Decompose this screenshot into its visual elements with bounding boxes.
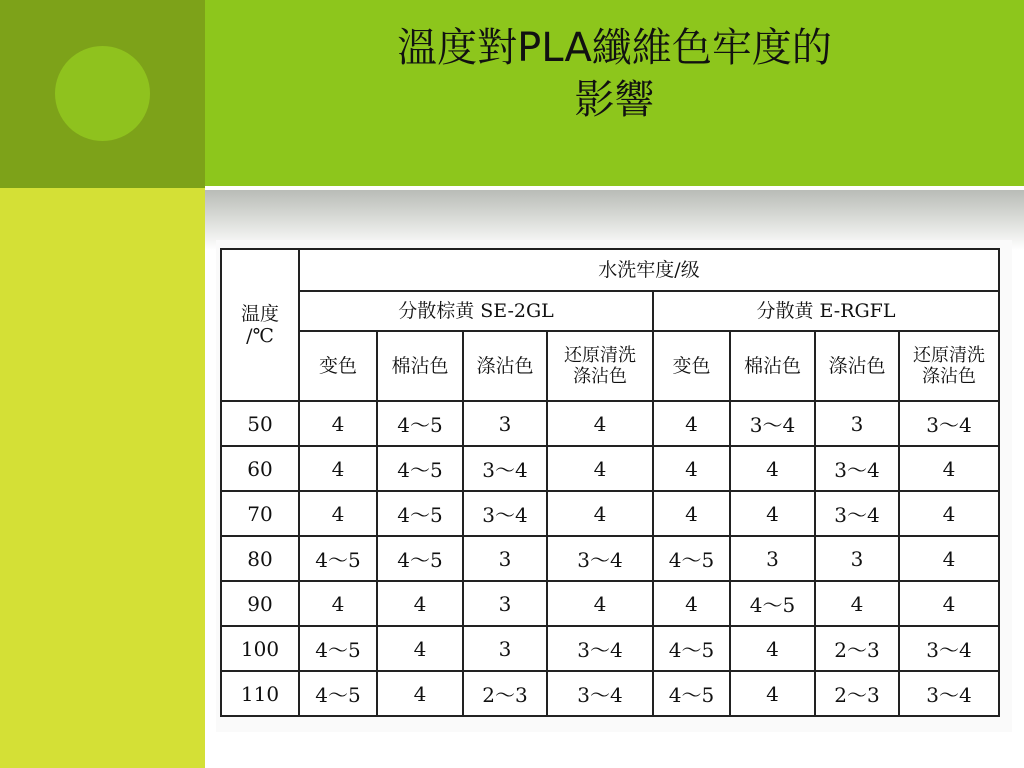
fastness-grade-cell: 4 — [730, 491, 815, 536]
fastness-grade-cell: 3～4 — [547, 536, 653, 581]
temperature-header-line-1: 温度 — [240, 303, 279, 325]
fastness-grade-cell: 4～5 — [377, 401, 463, 446]
fastness-grade-cell: 3 — [463, 581, 547, 626]
temperature-header-line-2: /℃ — [246, 325, 274, 347]
column-header-line: 涤沾色 — [573, 366, 627, 387]
column-header-line: 还原清洗 — [913, 345, 985, 366]
slide-title-line-1: 溫度對PLA纖維色牢度的 — [397, 25, 832, 71]
fastness-grade-cell: 4 — [815, 581, 899, 626]
slide-title — [205, 22, 1024, 126]
fastness-grade-cell: 3～4 — [463, 491, 547, 536]
fastness-grade-cell: 4 — [730, 626, 815, 671]
column-header — [653, 331, 730, 401]
fastness-grade-cell: 4 — [547, 491, 653, 536]
fastness-grade-cell: 4 — [653, 401, 730, 446]
fastness-grade-cell: 3～4 — [547, 626, 653, 671]
fastness-grade-cell: 4 — [547, 581, 653, 626]
table-row — [221, 671, 999, 716]
table-row — [221, 491, 999, 536]
dye-group-header-2: 分散黄 E-RGFL — [653, 291, 999, 331]
temperature-cell: 70 — [221, 491, 299, 536]
table-row — [221, 536, 999, 581]
table-row — [221, 401, 999, 446]
fastness-grade-cell: 3～4 — [899, 401, 999, 446]
fastness-grade-cell: 4～5 — [377, 536, 463, 581]
fastness-grade-cell: 3～4 — [815, 446, 899, 491]
column-header — [463, 331, 547, 401]
fastness-grade-cell: 4～5 — [377, 491, 463, 536]
fastness-grade-cell: 4～5 — [299, 671, 377, 716]
dye-group-header-1: 分散棕黄 SE-2GL — [299, 291, 653, 331]
fastness-grade-cell: 4 — [547, 401, 653, 446]
temperature-cell: 50 — [221, 401, 299, 446]
column-header-line: 还原清洗 — [564, 345, 636, 366]
fastness-grade-cell: 3 — [463, 401, 547, 446]
column-header — [730, 331, 815, 401]
fastness-grade-cell: 4 — [899, 536, 999, 581]
fastness-grade-cell: 2～3 — [463, 671, 547, 716]
fastness-grade-cell: 4～5 — [653, 536, 730, 581]
column-header-line: 涤沾色 — [476, 355, 534, 377]
wash-fastness-table — [220, 248, 1000, 717]
slide-title-line-2: 影響 — [574, 77, 655, 123]
fastness-grade-cell: 4 — [299, 581, 377, 626]
sidebar-top-block — [0, 0, 205, 188]
fastness-grade-cell: 4 — [653, 446, 730, 491]
fastness-grade-cell: 4 — [377, 626, 463, 671]
fastness-grade-cell: 2～3 — [815, 671, 899, 716]
fastness-grade-cell: 4～5 — [377, 446, 463, 491]
table-row — [221, 581, 999, 626]
column-header-line: 棉沾色 — [743, 355, 801, 377]
fastness-grade-cell: 3～4 — [899, 671, 999, 716]
column-header-line: 变色 — [318, 355, 357, 377]
table-row — [221, 626, 999, 671]
wash-fastness-header: 水洗牢度/级 — [299, 249, 999, 291]
temperature-cell: 110 — [221, 671, 299, 716]
temperature-cell: 60 — [221, 446, 299, 491]
fastness-grade-cell: 4 — [299, 446, 377, 491]
column-header-line: 涤沾色 — [828, 355, 886, 377]
fastness-grade-cell: 3 — [730, 536, 815, 581]
temperature-cell: 100 — [221, 626, 299, 671]
fastness-grade-cell: 4 — [730, 446, 815, 491]
fastness-grade-cell: 3～4 — [463, 446, 547, 491]
fastness-grade-cell: 4～5 — [653, 626, 730, 671]
fastness-grade-cell: 4 — [547, 446, 653, 491]
fastness-grade-cell: 3～4 — [815, 491, 899, 536]
temperature-cell: 80 — [221, 536, 299, 581]
fastness-grade-cell: 3 — [815, 401, 899, 446]
column-header — [899, 331, 999, 401]
column-header-line: 变色 — [672, 355, 711, 377]
fastness-grade-cell: 3 — [463, 626, 547, 671]
column-header-line: 棉沾色 — [391, 355, 449, 377]
fastness-grade-cell: 3 — [815, 536, 899, 581]
fastness-grade-cell: 4 — [899, 581, 999, 626]
column-header — [815, 331, 899, 401]
fastness-grade-cell: 4～5 — [299, 626, 377, 671]
fastness-grade-cell: 4 — [377, 671, 463, 716]
fastness-grade-cell: 4 — [653, 491, 730, 536]
fastness-grade-cell: 4 — [653, 581, 730, 626]
fastness-grade-cell: 4 — [730, 671, 815, 716]
fastness-grade-cell: 3～4 — [730, 401, 815, 446]
temperature-header — [221, 249, 299, 401]
fastness-grade-cell: 3 — [463, 536, 547, 581]
fastness-grade-cell: 4 — [899, 446, 999, 491]
column-header-line: 涤沾色 — [922, 366, 976, 387]
table-image-frame — [216, 240, 1012, 732]
sidebar-bottom-block — [0, 188, 205, 768]
fastness-grade-cell: 4 — [377, 581, 463, 626]
temperature-cell: 90 — [221, 581, 299, 626]
fastness-grade-cell: 4～5 — [299, 536, 377, 581]
fastness-grade-cell: 3～4 — [899, 626, 999, 671]
fastness-grade-cell: 2～3 — [815, 626, 899, 671]
column-header — [299, 331, 377, 401]
table-row — [221, 446, 999, 491]
fastness-grade-cell: 4～5 — [730, 581, 815, 626]
fastness-grade-cell: 4 — [899, 491, 999, 536]
column-header — [377, 331, 463, 401]
decorative-circle — [55, 46, 150, 141]
fastness-grade-cell: 4 — [299, 491, 377, 536]
column-header — [547, 331, 653, 401]
fastness-grade-cell: 3～4 — [547, 671, 653, 716]
fastness-grade-cell: 4 — [299, 401, 377, 446]
fastness-grade-cell: 4～5 — [653, 671, 730, 716]
